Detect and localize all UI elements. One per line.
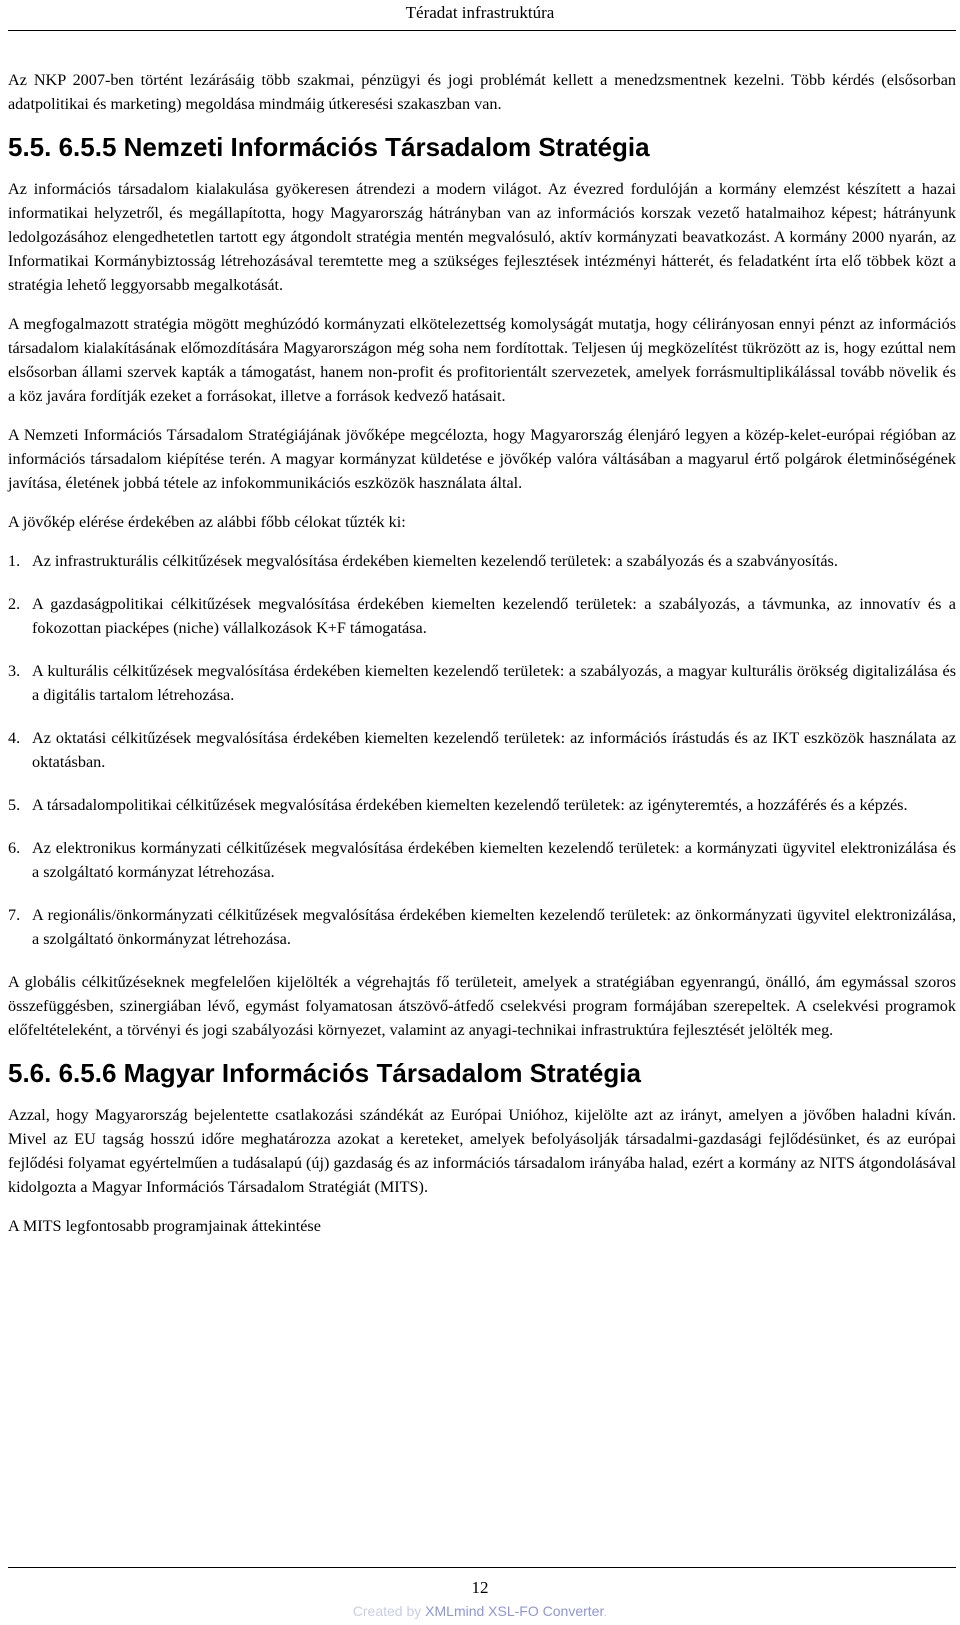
document-body: [8, 68, 956, 1253]
paragraph: Azzal, hogy Magyarország bejelentette csatlakozási szándékát az Európai Unióhoz, kijelölte azt az irányt, amelyen a jövőben haladni kíván. Mivel az EU tagság hosszú időre meghatározza azokat a kereteket, amelyek befolyásolják társadalmi-gazdasági fejlődésünket, és az európai fejlődési folyamat egyértelműen a tudásalapú (új) gazdaság és az információs társadalom irányába halad, ezért a kormány az NITS átgondolásával kidolgozta a Magyar Információs Társadalom Stratégiát (MITS).: [8, 1106, 956, 1196]
watermark-suffix: .: [603, 1603, 608, 1619]
paragraph: A megfogalmazott stratégia mögött meghúzódó kormányzati elkötelezettség komolyságát mutatja, hogy célirányosan ennyi pénzt az információs társadalom kialakításának előmozdítására Magyarországon még soha nem fordítottak. Teljesen új megközelítést tükrözött az is, hogy ezúttal nem elsősorban állami szervek kapták a támogatást, hanem non-profit és profitorientált szervezetek, amelyek forrásmultiplikálással tovább növelik és a köz javára fordítják ezeket a forrásokat, illetve a források kedvező hatásait.: [8, 315, 956, 405]
header-rule: [8, 30, 956, 31]
section-heading-mits: 5.6. 6.5.6 Magyar Információs Társadalom Stratégia: [8, 1058, 641, 1088]
goal-text: A társadalompolitikai célkitűzések megvalósítása érdekében kiemelten kezelendő területek: az igényteremtés, a hozzáférés és a képzés.: [32, 796, 908, 814]
section-heading-nits: 5.5. 6.5.5 Nemzeti Információs Társadalom Stratégia: [8, 132, 650, 162]
goal-text: Az oktatási célkitűzések megvalósítása érdekében kiemelten kezelendő területek: az információs írástudás és az IKT eszközök használata az oktatásban.: [32, 729, 956, 771]
goal-number: 2.: [8, 595, 21, 613]
goal-item: [8, 659, 956, 707]
goal-item: [8, 836, 956, 884]
watermark-brand-link[interactable]: XMLmind XSL-FO Converter: [425, 1603, 604, 1619]
footer-rule: [8, 1567, 956, 1568]
goal-text: Az infrastrukturális célkitűzések megvalósítása érdekében kiemelten kezelendő területek: a szabályozás és a szabványosítás.: [32, 552, 838, 570]
running-title: Téradat infrastruktúra: [405, 3, 555, 22]
page-header: [0, 0, 960, 28]
goal-text: A kulturális célkitűzések megvalósítása érdekében kiemelten kezelendő területek: a szabályozás, a magyar kulturális örökség digitalizálása és a digitális tartalom létrehozása.: [32, 662, 956, 704]
goal-item: [8, 549, 956, 573]
converter-watermark: [0, 1602, 960, 1620]
goal-text: Az elektronikus kormányzati célkitűzések megvalósítása érdekében kiemelten kezelendő területek: a kormányzati ügyvitel elektronizálása és a szolgáltató kormányzat létrehozása.: [32, 839, 956, 881]
paragraph: A Nemzeti Információs Társadalom Stratégiájának jövőképe megcélozta, hogy Magyarország élenjáró legyen a közép-kelet-európai régióban az információs társadalom kiépítése terén. A magyar kormányzat küldetése e jövőkép valóra váltásában a magyarul értő polgárok életminőségének javítása, életének jobbá tétele az infokommunikációs eszközök használata által.: [8, 426, 956, 492]
intro-paragraph: Az NKP 2007-ben történt lezárásáig több szakmai, pénzügyi és jogi problémát kellett a menedzsmentnek kezelni. Több kérdés (elsősorban adatpolitikai és marketing) megoldása mindmáig útkeresési szakaszban van.: [8, 71, 956, 113]
paragraph: A jövőkép elérése érdekében az alábbi főbb célokat tűzték ki:: [8, 513, 406, 531]
goal-item: [8, 793, 956, 817]
paragraph: A globális célkitűzéseknek megfelelően kijelölték a végrehajtás fő területeit, amelyek a stratégiában egyenrangú, önálló, ám egymással szoros összefüggésben, szinergiában lévő, egymást folyamatosan átszövő-átfedő cselekvési program formájában szerepeltek. A cselekvési programok előfeltételeként, a törvényi és jogi szabályozási környezet, valamint az anyagi-technikai infrastruktúra fejlesztését jelölték meg.: [8, 973, 956, 1039]
goal-number: 7.: [8, 906, 21, 924]
paragraph: A MITS legfontosabb programjainak áttekintése: [8, 1217, 321, 1235]
page-number: 12: [471, 1578, 489, 1597]
goal-number: 1.: [8, 552, 21, 570]
goal-number: 6.: [8, 839, 21, 857]
watermark-prefix: Created by: [352, 1603, 426, 1619]
goal-number: 4.: [8, 729, 21, 747]
goal-text: A regionális/önkormányzati célkitűzések megvalósítása érdekében kiemelten kezelendő területek: az önkormányzati ügyvitel elektronizálása, a szolgáltató önkormányzat létrehozása.: [32, 906, 956, 948]
paragraph: Az információs társadalom kialakulása gyökeresen átrendezi a modern világot. Az évezred fordulóján a kormány elemzést készített a hazai informatikai helyzetről, és megállapította, hogy Magyarország hátrányban van az információs korszak vezető hatalmaihoz képest; hátrányunk ledolgozásához elengedhetetlen tartott egy átgondolt stratégia mentén megvalósuló, aktív kormányzati beavatkozást. A kormány 2000 nyarán, az Informatikai Kormánybiztosság létrehozásával teremtette meg a szükséges fejlesztések intézményi hátterét, és feladatként írta elő többek közt a stratégia lehető leggyorsabb megalkotását.: [8, 180, 956, 294]
goal-item: [8, 903, 956, 951]
goals-list: [8, 549, 956, 951]
goal-number: 5.: [8, 796, 21, 814]
goal-item: [8, 592, 956, 640]
goal-number: 3.: [8, 662, 21, 680]
goal-text: A gazdaságpolitikai célkitűzések megvalósítása érdekében kiemelten kezelendő területek: a szabályozás, a távmunka, az innovatív és a fokozottan piacképes (niche) vállalkozások K+F támogatása.: [32, 595, 956, 637]
goal-item: [8, 726, 956, 774]
